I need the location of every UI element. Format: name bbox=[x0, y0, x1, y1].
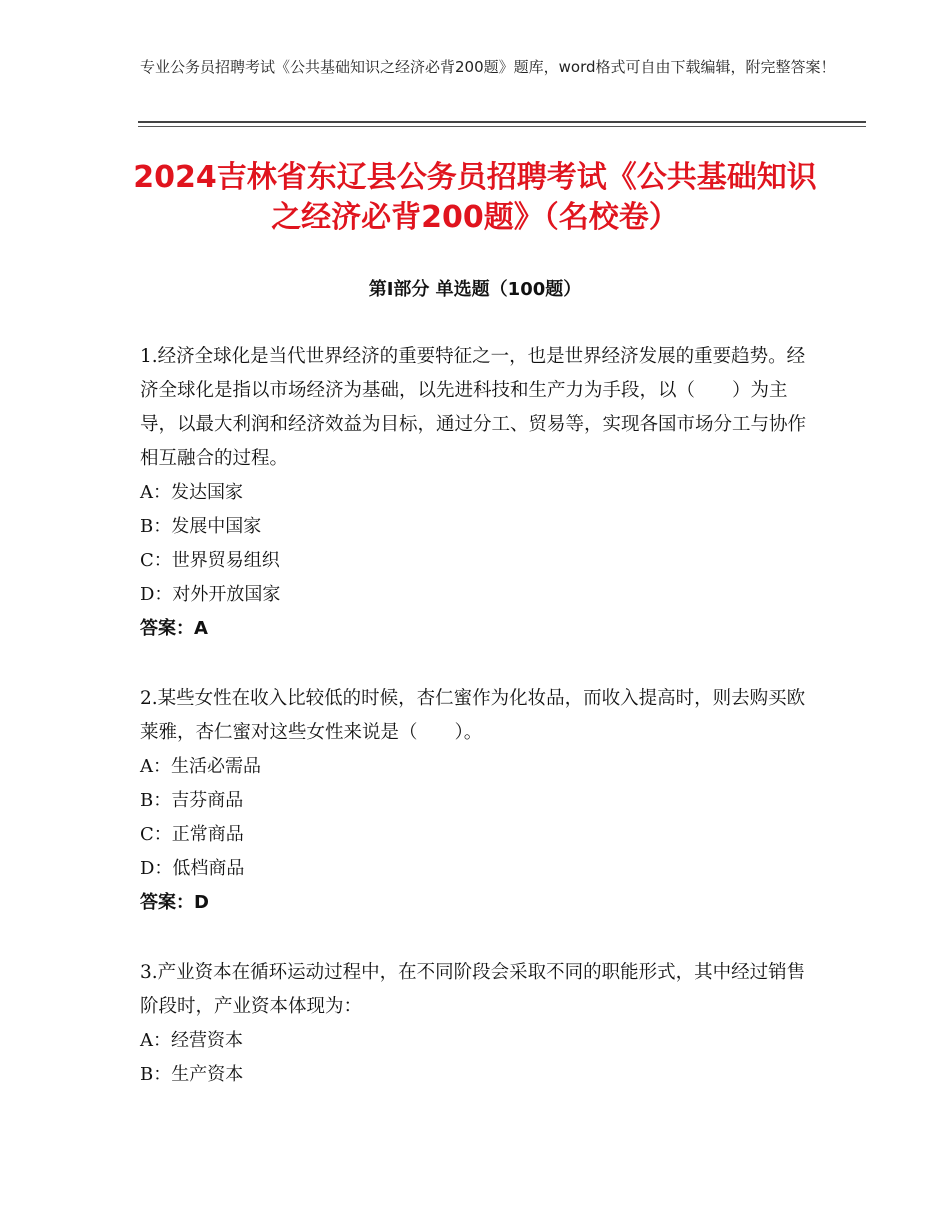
option-c: C：正常商品 bbox=[140, 824, 244, 845]
question-2 bbox=[140, 682, 820, 920]
answer: 答案：D bbox=[140, 892, 209, 913]
header-divider-thin bbox=[138, 126, 866, 127]
option-b: B：吉芬商品 bbox=[140, 790, 244, 811]
question-stem: 2.某些女性在收入比较低的时候，杏仁蜜作为化妆品，而收入提高时，则去购买欧莱雅，杏仁蜜对这些女性来说是（ ）。 bbox=[140, 688, 806, 743]
question-1 bbox=[140, 340, 820, 646]
question-stem: 1.经济全球化是当代世界经济的重要特征之一，也是世界经济发展的重要趋势。经济全球化是指以市场经济为基础，以先进科技和生产力为手段，以（ ）为主导，以最大利润和经济效益为目标，通过分工、贸易等，实现各国市场分工与协作相互融合的过程。 bbox=[140, 346, 807, 469]
option-a: A：发达国家 bbox=[140, 482, 243, 503]
section-title: 第I部分 单选题（100题） bbox=[368, 279, 582, 300]
question-3 bbox=[140, 956, 820, 1092]
header-divider-thick bbox=[138, 121, 866, 123]
option-b: B：生产资本 bbox=[140, 1064, 244, 1085]
option-a: A：生活必需品 bbox=[140, 756, 261, 777]
option-c: C：世界贸易组织 bbox=[140, 550, 280, 571]
document-title: 2024吉林省东辽县公务员招聘考试《公共基础知识之经济必背200题》（名校卷） bbox=[133, 160, 817, 235]
answer: 答案：A bbox=[140, 618, 208, 639]
option-b: B：发展中国家 bbox=[140, 516, 262, 537]
header-note: 专业公务员招聘考试《公共基础知识之经济必背200题》题库，word格式可自由下载编辑，附完整答案！ bbox=[140, 58, 836, 76]
option-d: D：对外开放国家 bbox=[140, 584, 281, 605]
question-stem: 3.产业资本在循环运动过程中，在不同阶段会采取不同的职能形式，其中经过销售阶段时，产业资本体现为： bbox=[140, 962, 806, 1017]
option-a: A：经营资本 bbox=[140, 1030, 243, 1051]
option-d: D：低档商品 bbox=[140, 858, 245, 879]
question-list bbox=[140, 340, 820, 1128]
